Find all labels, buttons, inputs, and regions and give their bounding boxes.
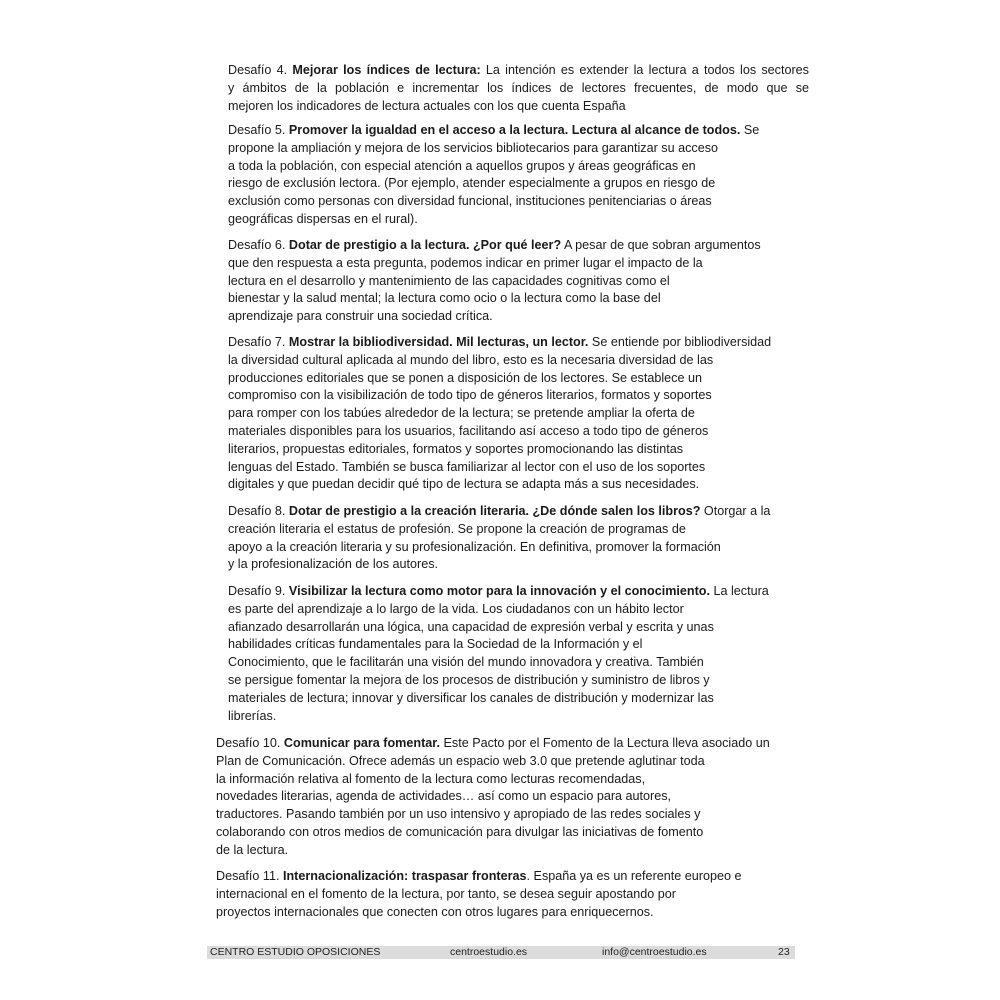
challenge-text: A pesar de que sobran argumentos xyxy=(561,238,761,252)
challenge-text: Otorgar a la xyxy=(700,504,771,518)
challenge-paragraph xyxy=(216,735,809,860)
challenge-text: . España ya es un referente europeo e xyxy=(526,869,742,883)
paragraph-line: lectura en el desarrollo y mantenimiento de las capacidades cognitivas como el xyxy=(228,273,670,288)
challenge-heading: Promover la igualdad en el acceso a la lectura. Lectura al alcance de todos. xyxy=(288,123,741,137)
paragraph-line xyxy=(228,583,809,601)
challenge-heading: Mejorar los índices de lectura: xyxy=(292,63,481,77)
paragraph-line xyxy=(228,237,809,255)
paragraph-line: apoyo a la creación literaria y su profesionalización. En definitiva, promover la formación xyxy=(228,539,721,554)
challenge-number: Desafío 7. xyxy=(228,335,289,349)
challenge-text: Se xyxy=(740,123,760,137)
paragraph-line: creación literaria el estatus de profesión. Se propone la creación de programas de xyxy=(228,521,686,536)
paragraph-line: Plan de Comunicación. Ofrece además un espacio web 3.0 que pretende aglutinar toda xyxy=(216,753,705,768)
challenge-number: Desafío 10. xyxy=(216,736,284,750)
paragraph-line: bienestar y la salud mental; la lectura como ocio o la lectura como la base del xyxy=(228,291,661,306)
paragraph-line xyxy=(228,62,809,80)
paragraph-line: es parte del aprendizaje a lo largo de la vida. Los ciudadanos con un hábito lector xyxy=(228,601,684,616)
paragraph-line xyxy=(216,868,809,886)
footer-email: info@centroestudio.es xyxy=(602,946,707,958)
paragraph-line: colaborando con otros medios de comunicación para divulgar las iniciativas de fomento xyxy=(216,824,704,839)
challenge-paragraph xyxy=(216,868,809,921)
paragraph-line: riesgo de exclusión lectora. (Por ejemplo, atender especialmente a grupos en riesgo de xyxy=(228,176,716,191)
challenge-paragraph xyxy=(228,62,809,115)
challenge-paragraph xyxy=(228,334,809,494)
paragraph-line: para romper con los tabúes alrededor de la lectura; se pretende ampliar la oferta de xyxy=(228,406,695,421)
paragraph-line: habilidades críticas fundamentales para la Sociedad de la Información y el xyxy=(228,637,643,652)
paragraph-line: afianzado desarrollarán una lógica, una capacidad de expresión verbal y escrita y unas xyxy=(228,619,714,634)
challenge-heading: Dotar de prestigio a la lectura. ¿Por qué leer? xyxy=(288,238,562,252)
paragraph-line: compromiso con la visibilización de todo tipo de géneros literarios, formatos y soportes xyxy=(228,388,712,403)
challenge-number: Desafío 5. xyxy=(228,123,289,137)
challenge-heading: Dotar de prestigio a la creación literaria. ¿De dónde salen los libros? xyxy=(288,504,701,518)
paragraph-line: internacional en el fomento de la lectura, por tanto, se desea seguir apostando por xyxy=(216,886,676,901)
paragraph-line: y ámbitos de la población e incrementar los índices de lectores frecuentes, de modo que se xyxy=(228,80,809,95)
paragraph-line: literarios, propuestas editoriales, formatos y soportes promocionando las distintas xyxy=(228,441,683,456)
paragraph-line: de la lectura. xyxy=(216,842,289,857)
challenge-number: Desafío 8. xyxy=(228,504,289,518)
footer-website: centroestudio.es xyxy=(450,946,528,958)
paragraph-line: la información relativa al fomento de la lectura como lecturas recomendadas, xyxy=(216,771,646,786)
challenge-text: La lectura xyxy=(709,584,769,598)
paragraph-line xyxy=(228,503,809,521)
paragraph-line: proyectos internacionales que conecten con otros lugares para enriquecernos. xyxy=(216,904,654,919)
challenge-text: La intención es extender la lectura a todos los sectores xyxy=(480,63,809,77)
challenge-heading: Visibilizar la lectura como motor para la innovación y el conocimiento. xyxy=(288,584,710,598)
paragraph-line: geográficas dispersas en el rural). xyxy=(228,211,418,226)
footer-organization: CENTRO ESTUDIO OPOSICIONES xyxy=(210,946,381,958)
paragraph-line xyxy=(216,735,809,753)
challenge-number: Desafío 4. xyxy=(228,63,293,77)
paragraph-line: digitales y que puedan decidir qué tipo de lectura se adapta más a sus necesidades. xyxy=(228,477,700,492)
footer-page-number: 23 xyxy=(778,946,790,958)
paragraph-line: traductores. Pasando también por un uso intensivo y apropiado de las redes sociales y xyxy=(216,807,701,822)
paragraph-line: novedades literarias, agenda de actividades… así como un espacio para autores, xyxy=(216,789,672,804)
paragraph-line: librerías. xyxy=(228,708,277,723)
paragraph-line: mejoren los indicadores de lectura actuales con los que cuenta España xyxy=(228,98,626,113)
paragraph-line: y la profesionalización de los autores. xyxy=(228,557,439,572)
paragraph-line: a toda la población, con especial atención a aquellos grupos y áreas geográficas en xyxy=(228,158,696,173)
paragraph-line: exclusión como personas con diversidad funcional, instituciones penitenciarias o áreas xyxy=(228,194,712,209)
challenge-number: Desafío 9. xyxy=(228,584,289,598)
paragraph-line: aprendizaje para construir una sociedad crítica. xyxy=(228,309,493,324)
paragraph-line xyxy=(228,122,809,140)
paragraph-line: materiales de lectura; innovar y diversificar los canales de distribución y modernizar las xyxy=(228,690,714,705)
paragraph-line xyxy=(228,334,809,352)
paragraph-line: Conocimiento, que le facilitarán una visión del mundo innovadora y creativa. También xyxy=(228,655,704,670)
challenge-paragraph xyxy=(228,583,809,725)
paragraph-line: que den respuesta a esta pregunta, podemos indicar en primer lugar el impacto de la xyxy=(228,255,703,270)
paragraph-line: la diversidad cultural aplicada al mundo del libro, esto es la necesaria diversidad de las xyxy=(228,352,714,367)
challenge-text: Se entiende por bibliodiversidad xyxy=(588,335,772,349)
page-footer xyxy=(207,946,795,959)
challenge-heading: Mostrar la bibliodiversidad. Mil lecturas, un lector. xyxy=(288,335,589,349)
paragraph-line: propone la ampliación y mejora de los servicios bibliotecarios para garantizar su acceso xyxy=(228,140,719,155)
paragraph-line: lenguas del Estado. También se busca familiarizar al lector con el uso de los soportes xyxy=(228,459,706,474)
challenge-number: Desafío 6. xyxy=(228,238,289,252)
challenge-paragraph xyxy=(228,237,809,326)
challenge-paragraph xyxy=(228,503,809,574)
paragraph-line: se persigue fomentar la mejora de los procesos de distribución y suministro de libros y xyxy=(228,672,710,687)
paragraph-line: materiales disponibles para los usuarios, facilitando así acceso a todo tipo de géneros xyxy=(228,423,709,438)
challenge-heading: Comunicar para fomentar. xyxy=(283,736,440,750)
paragraph-line: producciones editoriales que se ponen a disposición de los lectores. Se establece un xyxy=(228,370,702,385)
challenge-text: Este Pacto por el Fomento de la Lectura lleva asociado un xyxy=(440,736,770,750)
challenge-number: Desafío 11. xyxy=(216,869,283,883)
challenge-paragraph xyxy=(228,122,809,229)
challenge-heading: Internacionalización: traspasar fronteras xyxy=(282,869,527,883)
